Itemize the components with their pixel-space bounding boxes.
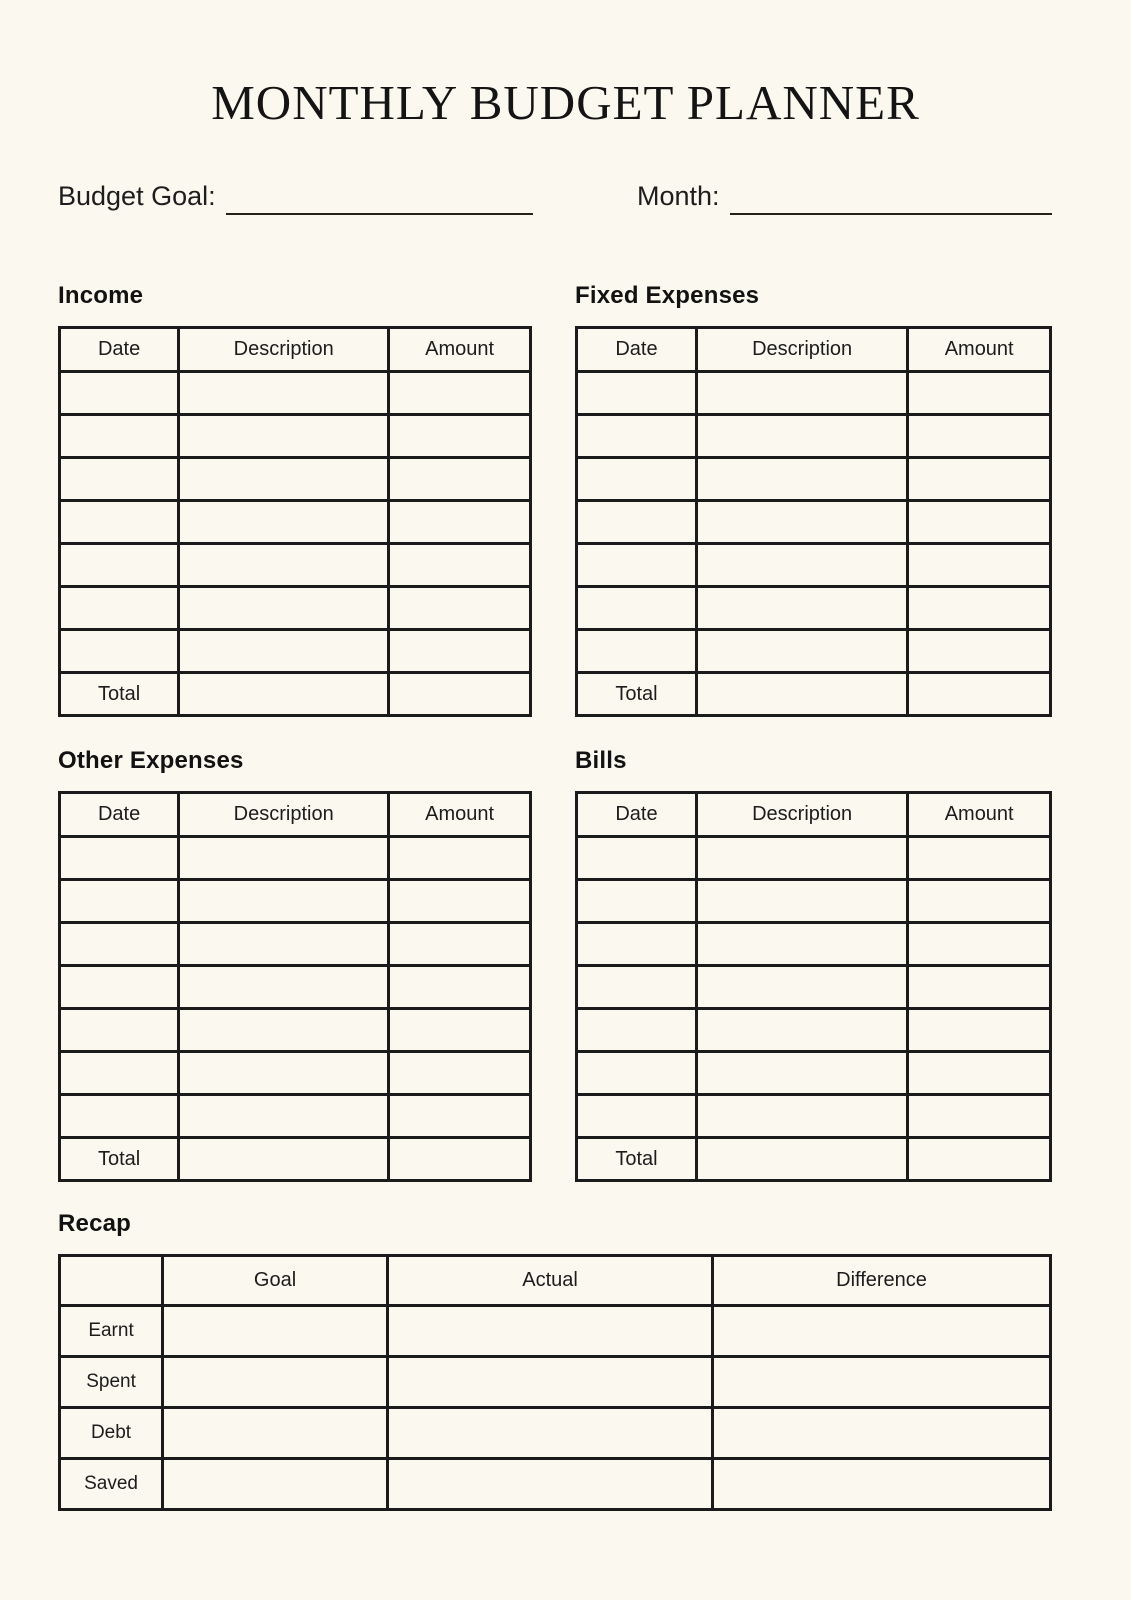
table-row [60, 1095, 531, 1138]
description-cell[interactable] [179, 630, 389, 673]
fixed-expenses-heading: Fixed Expenses [575, 282, 760, 309]
amount-cell[interactable] [389, 1009, 531, 1052]
description-cell[interactable] [696, 372, 907, 415]
recap-corner-cell [60, 1256, 163, 1306]
amount-cell[interactable] [389, 880, 531, 923]
table-row [577, 966, 1051, 1009]
recap-row-debt [60, 1408, 1051, 1459]
recap-column-header-actual: Actual [388, 1256, 713, 1306]
month-input[interactable] [730, 213, 1052, 215]
fixed-expenses-table [575, 326, 1052, 717]
date-cell[interactable] [60, 837, 179, 880]
table-row [60, 923, 531, 966]
recap-table [58, 1254, 1052, 1511]
table-row [577, 1095, 1051, 1138]
column-header-date: Date [577, 328, 697, 372]
description-cell[interactable] [179, 415, 389, 458]
date-cell[interactable] [60, 372, 179, 415]
table-row [577, 415, 1051, 458]
amount-cell[interactable] [389, 544, 531, 587]
total-label: Total [60, 673, 179, 716]
recap-goal-cell[interactable] [163, 1306, 388, 1357]
date-cell[interactable] [577, 501, 697, 544]
total-amount-cell[interactable] [389, 673, 531, 716]
date-cell[interactable] [577, 587, 697, 630]
table-row [60, 372, 531, 415]
description-cell[interactable] [179, 923, 389, 966]
description-cell[interactable] [696, 1095, 907, 1138]
date-cell[interactable] [60, 923, 179, 966]
recap-row-saved [60, 1459, 1051, 1510]
column-header-amount: Amount [908, 328, 1051, 372]
total-row [60, 1138, 531, 1181]
recap-goal-cell[interactable] [163, 1459, 388, 1510]
recap-difference-cell[interactable] [713, 1408, 1051, 1459]
column-header-date: Date [60, 328, 179, 372]
date-cell[interactable] [60, 1052, 179, 1095]
total-description-cell[interactable] [696, 673, 907, 716]
amount-cell[interactable] [389, 458, 531, 501]
recap-row-label: Earnt [60, 1306, 163, 1357]
amount-cell[interactable] [908, 923, 1051, 966]
recap-header-row [60, 1256, 1051, 1306]
date-cell[interactable] [60, 458, 179, 501]
table-row [60, 415, 531, 458]
recap-difference-cell[interactable] [713, 1306, 1051, 1357]
bills-heading: Bills [575, 747, 627, 774]
description-cell[interactable] [696, 587, 907, 630]
total-label: Total [577, 1138, 697, 1181]
amount-cell[interactable] [908, 630, 1051, 673]
date-cell[interactable] [60, 501, 179, 544]
table-row [60, 837, 531, 880]
income-table [58, 326, 532, 717]
description-cell[interactable] [179, 837, 389, 880]
total-row [577, 673, 1051, 716]
table-row [577, 923, 1051, 966]
tables-grid [58, 282, 1052, 1182]
total-amount-cell[interactable] [908, 1138, 1051, 1181]
description-cell[interactable] [696, 630, 907, 673]
column-header-amount: Amount [389, 793, 531, 837]
amount-cell[interactable] [908, 458, 1051, 501]
description-cell[interactable] [179, 458, 389, 501]
other-expenses-table [58, 791, 532, 1182]
date-cell[interactable] [60, 966, 179, 1009]
date-cell[interactable] [60, 544, 179, 587]
description-cell[interactable] [179, 880, 389, 923]
description-cell[interactable] [696, 1009, 907, 1052]
amount-cell[interactable] [908, 880, 1051, 923]
recap-heading: Recap [58, 1210, 132, 1237]
recap-row-label: Saved [60, 1459, 163, 1510]
amount-cell[interactable] [389, 630, 531, 673]
fields-row [0, 181, 1131, 212]
column-header-description: Description [696, 793, 907, 837]
table-row [60, 1009, 531, 1052]
bills-table [575, 791, 1052, 1182]
description-cell[interactable] [179, 587, 389, 630]
date-cell[interactable] [60, 415, 179, 458]
content [0, 282, 1131, 1511]
table-row [60, 587, 531, 630]
date-cell[interactable] [60, 630, 179, 673]
date-cell[interactable] [60, 1095, 179, 1138]
date-cell[interactable] [577, 880, 697, 923]
total-label: Total [60, 1138, 179, 1181]
description-cell[interactable] [696, 923, 907, 966]
budget-goal-input[interactable] [226, 213, 533, 215]
total-description-cell[interactable] [179, 1138, 389, 1181]
column-header-amount: Amount [908, 793, 1051, 837]
total-description-cell[interactable] [696, 1138, 907, 1181]
recap-actual-cell[interactable] [388, 1357, 713, 1408]
amount-cell[interactable] [389, 372, 531, 415]
table-row [577, 587, 1051, 630]
description-cell[interactable] [696, 1052, 907, 1095]
table-row [577, 837, 1051, 880]
recap-difference-cell[interactable] [713, 1459, 1051, 1510]
description-cell[interactable] [179, 1009, 389, 1052]
date-cell[interactable] [577, 1009, 697, 1052]
recap-column-header-goal: Goal [163, 1256, 388, 1306]
amount-cell[interactable] [389, 1095, 531, 1138]
recap-actual-cell[interactable] [388, 1459, 713, 1510]
amount-cell[interactable] [908, 1009, 1051, 1052]
column-header-description: Description [179, 328, 389, 372]
date-cell[interactable] [577, 966, 697, 1009]
amount-cell[interactable] [908, 372, 1051, 415]
table-row [60, 630, 531, 673]
date-cell[interactable] [577, 923, 697, 966]
date-cell[interactable] [577, 837, 697, 880]
table-row [577, 501, 1051, 544]
table-row [577, 1009, 1051, 1052]
table-row [60, 880, 531, 923]
description-cell[interactable] [179, 544, 389, 587]
date-cell[interactable] [60, 1009, 179, 1052]
amount-cell[interactable] [908, 415, 1051, 458]
recap-row-earnt [60, 1306, 1051, 1357]
column-header-date: Date [60, 793, 179, 837]
table-row [577, 458, 1051, 501]
amount-cell[interactable] [389, 587, 531, 630]
recap-row-label: Spent [60, 1357, 163, 1408]
total-row [577, 1138, 1051, 1181]
description-cell[interactable] [696, 415, 907, 458]
description-cell[interactable] [696, 544, 907, 587]
amount-cell[interactable] [908, 544, 1051, 587]
description-cell[interactable] [696, 458, 907, 501]
section-other-expenses [58, 747, 532, 1182]
description-cell[interactable] [179, 1095, 389, 1138]
date-cell[interactable] [577, 372, 697, 415]
budget-goal-field [58, 181, 533, 212]
amount-cell[interactable] [389, 501, 531, 544]
other-expenses-heading: Other Expenses [58, 747, 244, 774]
date-cell[interactable] [577, 544, 697, 587]
recap-goal-cell[interactable] [163, 1408, 388, 1459]
date-cell[interactable] [577, 1052, 697, 1095]
table-row [60, 966, 531, 1009]
description-cell[interactable] [179, 1052, 389, 1095]
column-header-date: Date [577, 793, 697, 837]
month-label: Month: [637, 181, 720, 211]
recap-difference-cell[interactable] [713, 1357, 1051, 1408]
description-cell[interactable] [179, 966, 389, 1009]
amount-cell[interactable] [908, 837, 1051, 880]
description-cell[interactable] [179, 501, 389, 544]
total-description-cell[interactable] [179, 673, 389, 716]
date-cell[interactable] [577, 1095, 697, 1138]
table-row [577, 1052, 1051, 1095]
recap-row-label: Debt [60, 1408, 163, 1459]
description-cell[interactable] [696, 501, 907, 544]
header-row [60, 793, 531, 837]
amount-cell[interactable] [908, 1052, 1051, 1095]
recap-actual-cell[interactable] [388, 1408, 713, 1459]
section-bills [575, 747, 1052, 1182]
total-row [60, 673, 531, 716]
total-amount-cell[interactable] [908, 673, 1051, 716]
table-row [60, 458, 531, 501]
table-row [577, 880, 1051, 923]
amount-cell[interactable] [389, 1052, 531, 1095]
recap-row-spent [60, 1357, 1051, 1408]
table-row [577, 372, 1051, 415]
date-cell[interactable] [60, 880, 179, 923]
column-header-description: Description [179, 793, 389, 837]
header-row [577, 793, 1051, 837]
recap-actual-cell[interactable] [388, 1306, 713, 1357]
budget-goal-label: Budget Goal: [58, 181, 216, 211]
date-cell[interactable] [577, 415, 697, 458]
recap-goal-cell[interactable] [163, 1357, 388, 1408]
description-cell[interactable] [179, 372, 389, 415]
income-heading: Income [58, 282, 144, 309]
amount-cell[interactable] [908, 501, 1051, 544]
header-row [60, 328, 531, 372]
amount-cell[interactable] [908, 1095, 1051, 1138]
recap-column-header-difference: Difference [713, 1256, 1051, 1306]
amount-cell[interactable] [389, 923, 531, 966]
table-row [577, 630, 1051, 673]
section-fixed-expenses [575, 282, 1052, 717]
section-income [58, 282, 532, 717]
column-header-description: Description [696, 328, 907, 372]
recap-section [58, 1210, 1052, 1511]
amount-cell[interactable] [389, 415, 531, 458]
table-row [60, 1052, 531, 1095]
date-cell[interactable] [577, 458, 697, 501]
amount-cell[interactable] [389, 837, 531, 880]
table-row [60, 544, 531, 587]
month-field [637, 181, 1052, 212]
description-cell[interactable] [696, 966, 907, 1009]
total-amount-cell[interactable] [389, 1138, 531, 1181]
table-row [60, 501, 531, 544]
description-cell[interactable] [696, 880, 907, 923]
amount-cell[interactable] [389, 966, 531, 1009]
page-title: MONTHLY BUDGET PLANNER [211, 75, 920, 130]
amount-cell[interactable] [908, 587, 1051, 630]
amount-cell[interactable] [908, 966, 1051, 1009]
column-header-amount: Amount [389, 328, 531, 372]
table-row [577, 544, 1051, 587]
description-cell[interactable] [696, 837, 907, 880]
date-cell[interactable] [60, 587, 179, 630]
date-cell[interactable] [577, 630, 697, 673]
total-label: Total [577, 673, 697, 716]
header-row [577, 328, 1051, 372]
